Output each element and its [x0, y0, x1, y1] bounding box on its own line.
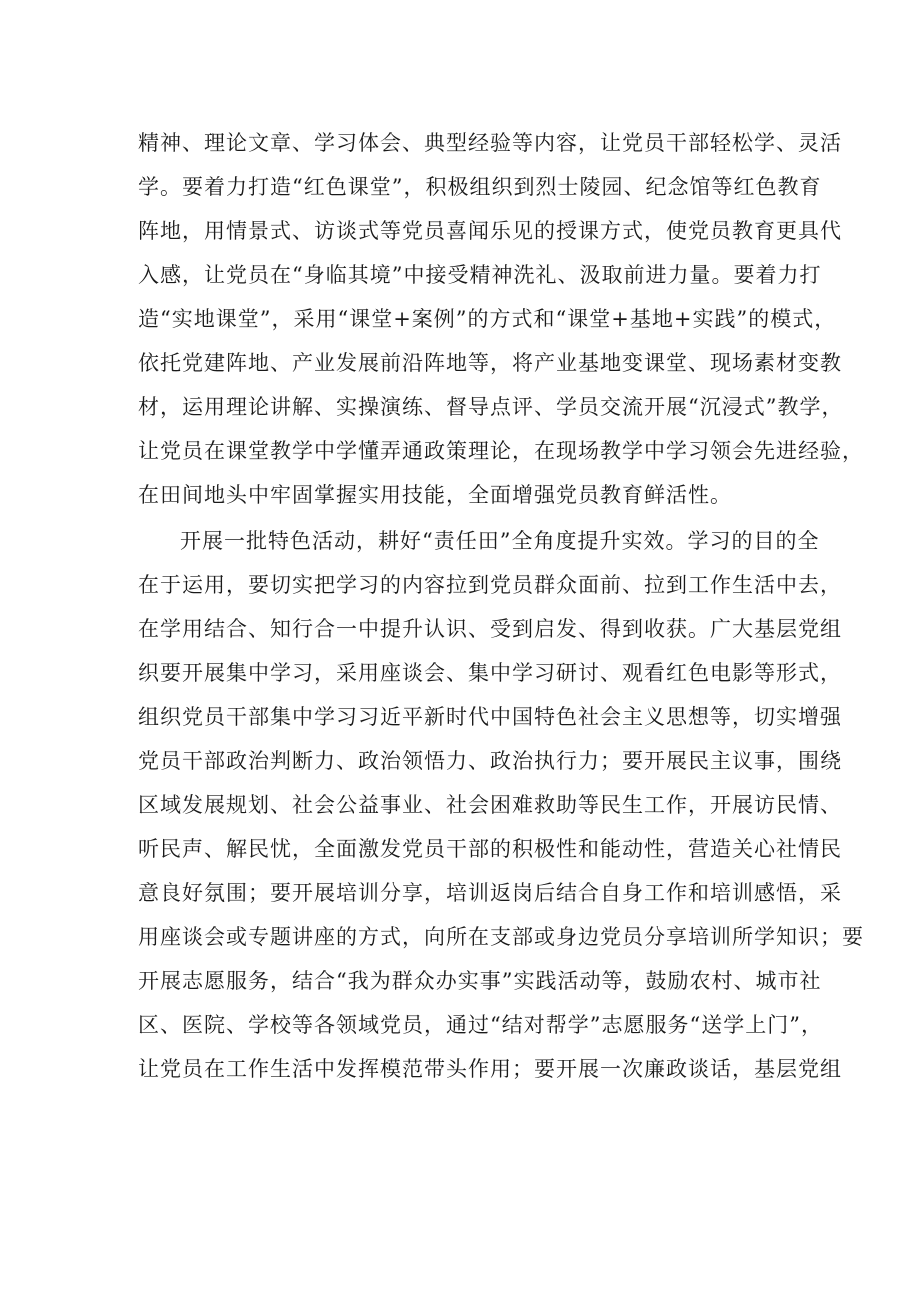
text-line: 在田间地头中牢固掌握实用技能，全面增强党员教育鲜活性。 — [138, 483, 732, 507]
text-line: 开展一批特色活动，耕好“责任田”全角度提升实效。学习的目的全 — [180, 529, 820, 553]
text-line: 区、医院、学校等各领域党员，通过“结对帮学”志愿服务“送学上门”， — [138, 1013, 823, 1037]
text-line: 织要开展集中学习，采用座谈会、集中学习研讨、观看红色电影等形式， — [138, 661, 842, 685]
text-line: 在于运用，要切实把学习的内容拉到党员群众面前、拉到工作生活中去， — [138, 573, 842, 597]
text-line: 组织党员干部集中学习习近平新时代中国特色社会主义思想等，切实增强 — [138, 705, 842, 729]
text-line: 入感，让党员在“身临其境”中接受精神洗礼、汲取前进力量。要着力打 — [138, 263, 822, 287]
text-line: 党员干部政治判断力、政治领悟力、政治执行力；要开展民主议事，围绕 — [138, 749, 842, 773]
text-line: 区域发展规划、社会公益事业、社会困难救助等民生工作，开展访民情、 — [138, 793, 842, 817]
text-line: 精神、理论文章、学习体会、典型经验等内容，让党员干部轻松学、灵活 — [138, 131, 842, 155]
text-line: 让党员在工作生活中发挥模范带头作用；要开展一次廉政谈话，基层党组 — [138, 1057, 842, 1081]
text-line: 依托党建阵地、产业发展前沿阵地等，将产业基地变课堂、现场素材变教 — [138, 351, 842, 375]
text-line: 在学用结合、知行合一中提升认识、受到启发、得到收获。广大基层党组 — [138, 617, 842, 641]
text-line: 学。要着力打造“红色课堂”，积极组织到烈士陵园、纪念馆等红色教育 — [138, 175, 822, 199]
text-line: 意良好氛围；要开展培训分享，培训返岗后结合自身工作和培训感悟，采 — [138, 881, 842, 905]
text-line: 阵地，用情景式、访谈式等党员喜闻乐见的授课方式，使党员教育更具代 — [138, 219, 842, 243]
text-line: 开展志愿服务，结合“我为群众办实事”实践活动等，鼓励农村、城市社 — [138, 969, 822, 993]
text-line: 用座谈会或专题讲座的方式，向所在支部或身边党员分享培训所学知识；要 — [138, 925, 864, 949]
text-line: 听民声、解民忧，全面激发党员干部的积极性和能动性，营造关心社情民 — [138, 837, 842, 861]
text-line: 造“实地课堂”，采用“课堂+案例”的方式和“课堂+基地+实践”的模式， — [138, 307, 837, 331]
text-line: 材，运用理论讲解、实操演练、督导点评、学员交流开展“沉浸式”教学， — [138, 395, 844, 419]
text-line: 让党员在课堂教学中学懂弄通政策理论，在现场教学中学习领会先进经验， — [138, 439, 864, 463]
